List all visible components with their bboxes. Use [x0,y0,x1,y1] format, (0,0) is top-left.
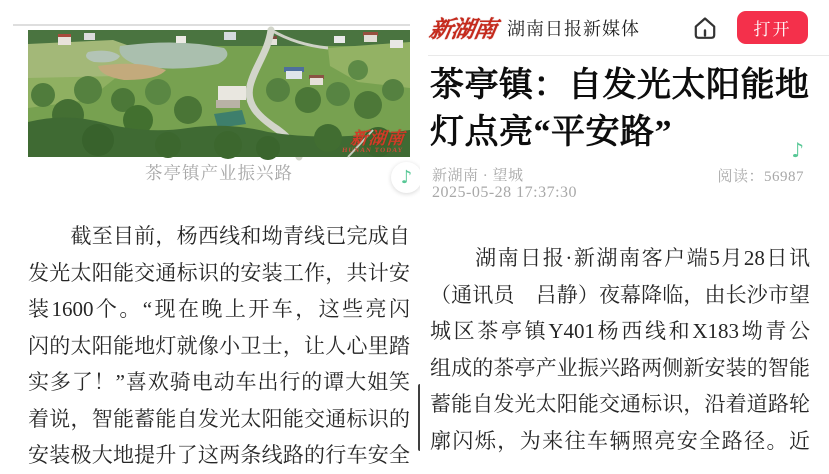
photo-watermark [341,130,405,155]
watermark-subtext: HUNAN TODAY [341,146,404,154]
open-app-button[interactable]: 打开 [737,11,808,44]
watermark-logo-text: 新湖南 [349,128,406,148]
article-title [430,62,822,156]
article-source: 新湖南 · 望城 [432,168,524,184]
page-left [0,0,420,467]
brand-logo[interactable]: 新湖南 [427,17,498,42]
body-line: 蓄能自发光太阳能交通标识，沿着道路轮 [430,392,810,416]
article-timestamp: 2025-05-28 17:37:30 [432,184,578,201]
body-line: 湖南日报·新湖南客户端5月28日讯 [430,246,810,270]
home-button[interactable] [692,15,718,41]
article-body-right [430,240,810,451]
page-right [420,0,829,451]
body-line: 发光太阳能交通标识的安装工作，共计安 [28,260,410,285]
article-body-left [28,218,410,467]
body-line: 廓闪烁，为来往车辆照亮安全路径。近 [430,428,810,453]
audio-play-button[interactable] [791,140,804,160]
music-note-icon: ♪ [791,138,804,162]
brand-name: 湖南日报新媒体 [507,18,640,39]
body-line: 城区茶亭镇Y401杨西线和X183坳青公 [430,319,810,343]
body-line: （通讯员 吕静）夜幕降临，由长沙市望 [430,282,810,307]
audio-play-button[interactable] [391,162,422,193]
photo-caption: 茶亭镇产业振兴路 [145,163,293,183]
top-divider [13,24,410,26]
body-line: 着说，智能蓄能自发光太阳能交通标识的 [28,406,410,431]
body-line: 装1600个。“现在晚上开车，这些亮闪 [28,297,410,321]
music-note-icon: ♪ [400,166,413,188]
article-title-line2: 灯点亮“平安路” [430,114,672,151]
body-line: 截至目前，杨西线和坳青线已完成自 [28,224,410,248]
home-icon [692,15,718,41]
article-photo[interactable] [28,30,410,157]
header-divider [428,55,829,56]
app-header [427,0,808,55]
body-line: 实多了！”喜欢骑电动车出行的谭大姐笑 [28,370,410,394]
body-line: 安装极大地提升了这两条线路的行车安全 [28,443,410,467]
article-title-line1: 茶亭镇：自发光太阳能地 [430,67,810,104]
body-line: 组成的茶亭产业振兴路两侧新安装的智能 [430,355,810,380]
body-line: 闪的太阳能地灯就像小卫士，让人心里踏 [28,333,410,358]
read-count: 阅读：56987 [717,169,804,185]
